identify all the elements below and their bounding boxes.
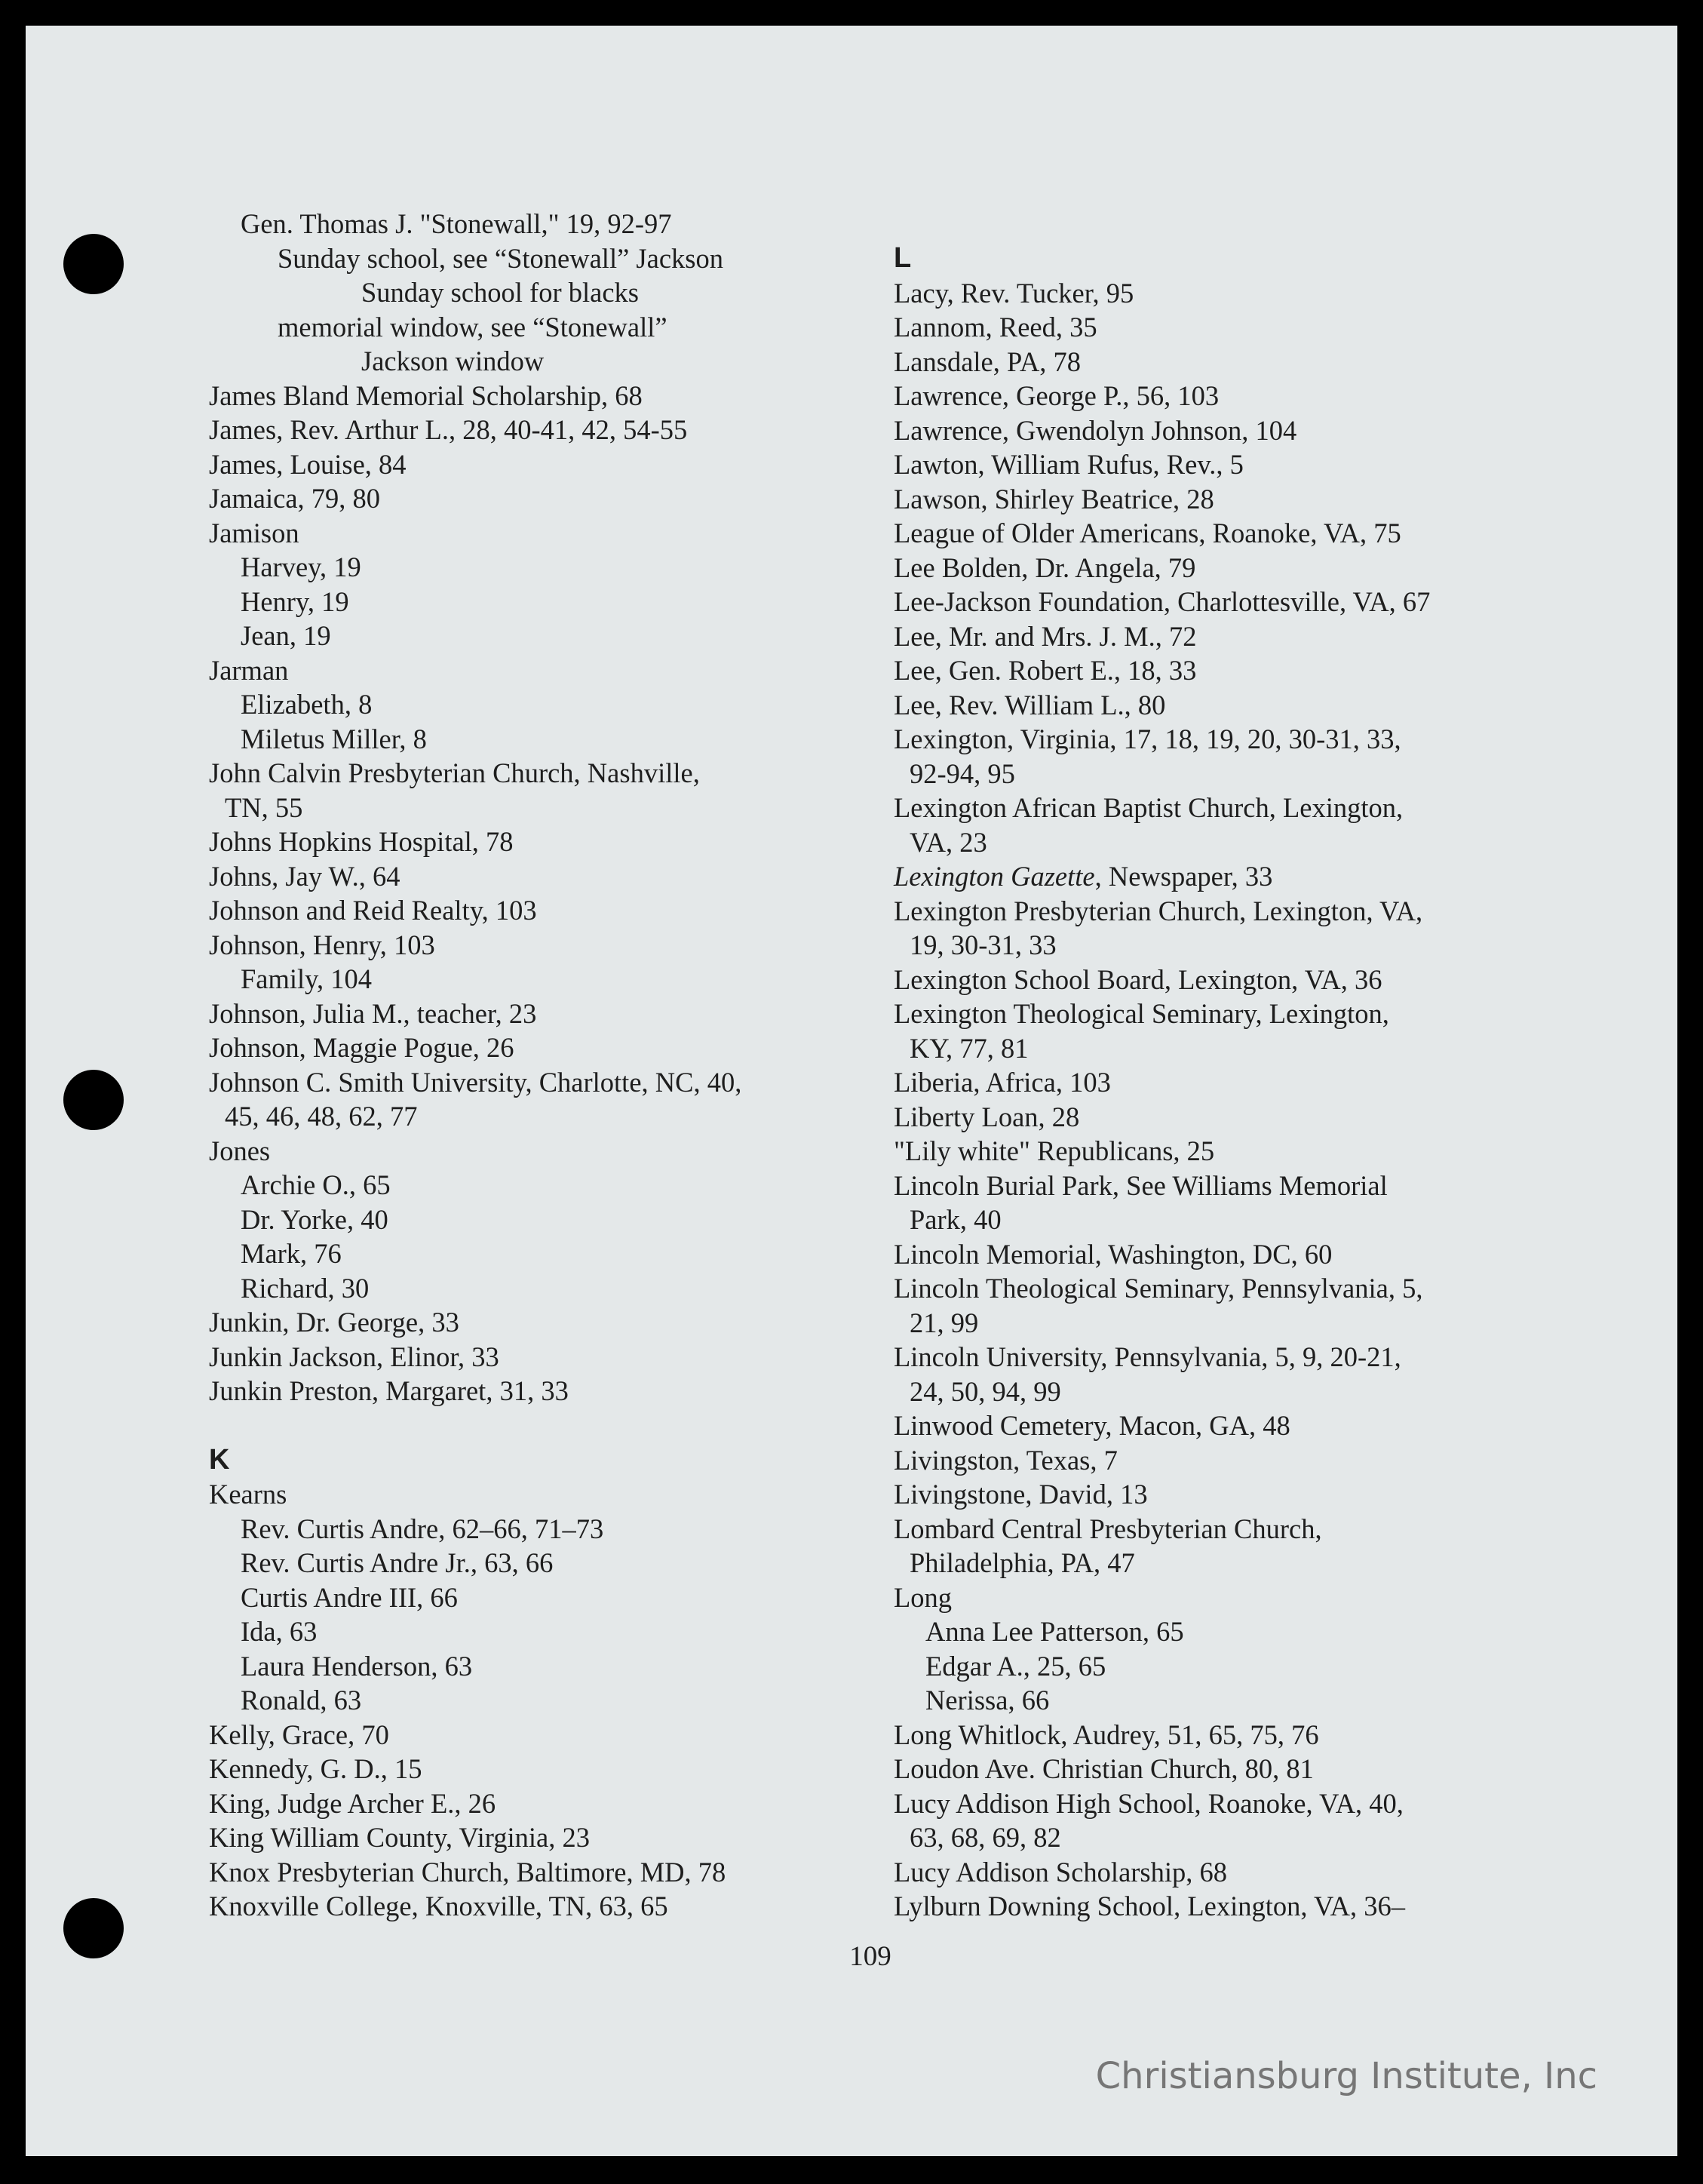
index-entry: Lacy, Rev. Tucker, 95 bbox=[894, 277, 1134, 309]
index-subentry: Richard, 30 bbox=[241, 1272, 370, 1304]
index-subentry: Jean, 19 bbox=[241, 620, 331, 651]
index-subentry: Mark, 76 bbox=[241, 1238, 342, 1269]
index-subentry: Nerissa, 66 bbox=[925, 1685, 1050, 1716]
index-entry-continuation: 19, 30-31, 33 bbox=[910, 929, 1057, 960]
index-entry: Jamaica, 79, 80 bbox=[209, 483, 381, 514]
index-entry: Lawton, William Rufus, Rev., 5 bbox=[894, 449, 1244, 480]
index-entry: James, Louise, 84 bbox=[209, 448, 407, 480]
index-entry: Lawrence, Gwendolyn Johnson, 104 bbox=[894, 414, 1297, 446]
section-heading-k: K bbox=[209, 1443, 230, 1476]
index-entry: Lee-Jackson Foundation, Charlottesville, VA, 67 bbox=[894, 586, 1431, 617]
index-entry: Lucy Addison High School, Roanoke, VA, 40, bbox=[894, 1787, 1404, 1819]
index-entry: Kelly, Grace, 70 bbox=[209, 1719, 389, 1750]
index-page bbox=[26, 26, 1677, 2156]
index-subentry: Henry, 19 bbox=[241, 585, 349, 617]
index-entry: Livingstone, David, 13 bbox=[894, 1479, 1148, 1510]
index-entry: Long Whitlock, Audrey, 51, 65, 75, 76 bbox=[894, 1719, 1319, 1750]
watermark: Christiansburg Institute, Inc bbox=[1095, 2055, 1597, 2097]
index-entry: Lawrence, George P., 56, 103 bbox=[894, 380, 1220, 411]
index-entry: Lincoln Burial Park, See Williams Memorial bbox=[894, 1169, 1388, 1201]
index-entry: King, Judge Archer E., 26 bbox=[209, 1787, 496, 1819]
index-entry: James Bland Memorial Scholarship, 68 bbox=[209, 379, 643, 411]
index-entry: Johns Hopkins Hospital, 78 bbox=[209, 826, 514, 857]
index-entry: Kennedy, G. D., 15 bbox=[209, 1753, 422, 1784]
page-number: 109 bbox=[849, 1941, 891, 1972]
index-subentry: Rev. Curtis Andre Jr., 63, 66 bbox=[241, 1547, 554, 1578]
index-entry: Johnson, Maggie Pogue, 26 bbox=[209, 1032, 514, 1063]
index-subentry: Ronald, 63 bbox=[241, 1685, 362, 1716]
index-entry-continuation: 24, 50, 94, 99 bbox=[910, 1375, 1061, 1407]
index-entry: "Lily white" Republicans, 25 bbox=[894, 1135, 1215, 1166]
index-entry-continuation: Philadelphia, PA, 47 bbox=[910, 1547, 1135, 1578]
index-entry: Jamison bbox=[209, 517, 299, 548]
index-entry: Gen. Thomas J. "Stonewall," 19, 92-97 bbox=[241, 208, 672, 239]
index-entry-continuation: 21, 99 bbox=[910, 1307, 979, 1338]
binder-hole-top bbox=[63, 234, 124, 294]
index-subentry: Family, 104 bbox=[241, 963, 373, 994]
index-entry: Jackson window bbox=[361, 346, 545, 376]
index-entry-continuation: KY, 77, 81 bbox=[910, 1032, 1029, 1064]
newspaper-title: Lexington Gazette bbox=[894, 861, 1095, 892]
index-entry: Liberia, Africa, 103 bbox=[894, 1067, 1111, 1098]
index-entry: Knox Presbyterian Church, Baltimore, MD, 78 bbox=[209, 1856, 726, 1888]
index-entry: Johnson, Henry, 103 bbox=[209, 929, 435, 960]
index-entry: Lucy Addison Scholarship, 68 bbox=[894, 1856, 1228, 1888]
index-entry: Jarman bbox=[209, 654, 289, 686]
index-subentry: Dr. Yorke, 40 bbox=[241, 1203, 388, 1235]
index-entry-continuation: Park, 40 bbox=[910, 1204, 1002, 1235]
index-entry: Lombard Central Presbyterian Church, bbox=[894, 1513, 1322, 1544]
index-subentry: Archie O., 65 bbox=[241, 1169, 391, 1200]
index-subentry: Rev. Curtis Andre, 62–66, 71–73 bbox=[241, 1513, 604, 1544]
index-entry: Loudon Ave. Christian Church, 80, 81 bbox=[894, 1753, 1314, 1784]
index-subentry: Elizabeth, 8 bbox=[241, 689, 373, 720]
index-entry: memorial window, see “Stonewall” bbox=[278, 311, 667, 342]
index-entry: Lawson, Shirley Beatrice, 28 bbox=[894, 483, 1214, 515]
index-entry: Lincoln University, Pennsylvania, 5, 9, 20-21, bbox=[894, 1341, 1401, 1372]
index-entry: Lexington School Board, Lexington, VA, 36 bbox=[894, 963, 1382, 995]
index-entry: Johnson C. Smith University, Charlotte, NC, 40, bbox=[209, 1066, 742, 1098]
index-entry: Lexington, Virginia, 17, 18, 19, 20, 30-31, 33, bbox=[894, 723, 1401, 754]
index-entry: Lexington African Baptist Church, Lexington, bbox=[894, 792, 1404, 823]
index-entry: Long bbox=[894, 1581, 953, 1613]
index-entry: Lansdale, PA, 78 bbox=[894, 346, 1082, 377]
index-entry: Junkin Preston, Margaret, 31, 33 bbox=[209, 1375, 569, 1406]
index-entry: Lee, Rev. William L., 80 bbox=[894, 689, 1166, 720]
index-subentry: Miletus Miller, 8 bbox=[241, 723, 427, 754]
index-subentry: Ida, 63 bbox=[241, 1616, 318, 1647]
index-entry: Lee, Mr. and Mrs. J. M., 72 bbox=[894, 620, 1197, 652]
index-entry: James, Rev. Arthur L., 28, 40-41, 42, 54-55 bbox=[209, 414, 688, 445]
index-entry: Lee Bolden, Dr. Angela, 79 bbox=[894, 551, 1196, 583]
newspaper-suffix: , Newspaper, 33 bbox=[1094, 861, 1273, 892]
index-entry: Lannom, Reed, 35 bbox=[894, 312, 1097, 342]
index-entry: Junkin, Dr. George, 33 bbox=[209, 1307, 459, 1338]
index-entry: King William County, Virginia, 23 bbox=[209, 1822, 590, 1853]
index-entry-continuation: 63, 68, 69, 82 bbox=[910, 1822, 1061, 1853]
right-index-column bbox=[894, 207, 1618, 1924]
section-heading-l: L bbox=[894, 242, 912, 274]
index-subentry: Anna Lee Patterson, 65 bbox=[925, 1616, 1184, 1647]
index-entry-gazette bbox=[894, 859, 1618, 894]
index-entry-continuation: VA, 23 bbox=[910, 826, 987, 858]
binder-hole-middle bbox=[63, 1070, 124, 1130]
index-entry: John Calvin Presbyterian Church, Nashville, bbox=[209, 757, 700, 788]
index-subentry: Curtis Andre III, 66 bbox=[241, 1581, 458, 1613]
index-entry: Sunday school, see “Stonewall” Jackson bbox=[278, 242, 723, 274]
index-entry: Johns, Jay W., 64 bbox=[209, 860, 400, 892]
index-entry: Johnson, Julia M., teacher, 23 bbox=[209, 997, 537, 1029]
index-entry: League of Older Americans, Roanoke, VA, 75 bbox=[894, 518, 1401, 548]
index-entry: Lexington Presbyterian Church, Lexington, VA, bbox=[894, 895, 1423, 926]
index-entry: Lincoln Memorial, Washington, DC, 60 bbox=[894, 1238, 1333, 1270]
index-subentry: Edgar A., 25, 65 bbox=[925, 1650, 1106, 1682]
index-entry: Sunday school for blacks bbox=[361, 277, 639, 308]
index-entry: Liberty Loan, 28 bbox=[894, 1101, 1080, 1132]
index-entry: Livingston, Texas, 7 bbox=[894, 1444, 1118, 1476]
index-entry: Lee, Gen. Robert E., 18, 33 bbox=[894, 655, 1197, 686]
index-entry: Linwood Cemetery, Macon, GA, 48 bbox=[894, 1410, 1290, 1441]
index-entry: Jones bbox=[209, 1135, 271, 1166]
index-entry: Knoxville College, Knoxville, TN, 63, 65 bbox=[209, 1891, 668, 1921]
index-entry-continuation: TN, 55 bbox=[225, 791, 303, 823]
index-entry: Junkin Jackson, Elinor, 33 bbox=[209, 1341, 499, 1372]
index-entry: Johnson and Reid Realty, 103 bbox=[209, 895, 537, 926]
index-entry: Lexington Theological Seminary, Lexington, bbox=[894, 998, 1389, 1029]
index-entry: Lylburn Downing School, Lexington, VA, 36– bbox=[894, 1891, 1405, 1921]
index-entry: Kearns bbox=[209, 1479, 287, 1510]
index-entry: Lincoln Theological Seminary, Pennsylvania, 5, bbox=[894, 1273, 1423, 1304]
index-subentry: Laura Henderson, 63 bbox=[241, 1650, 473, 1682]
left-index-column bbox=[209, 207, 873, 1924]
index-entry-continuation: 92-94, 95 bbox=[910, 757, 1015, 789]
index-entry-continuation: 45, 46, 48, 62, 77 bbox=[225, 1101, 418, 1132]
binder-hole-bottom bbox=[63, 1898, 124, 1958]
index-subentry: Harvey, 19 bbox=[241, 551, 361, 582]
